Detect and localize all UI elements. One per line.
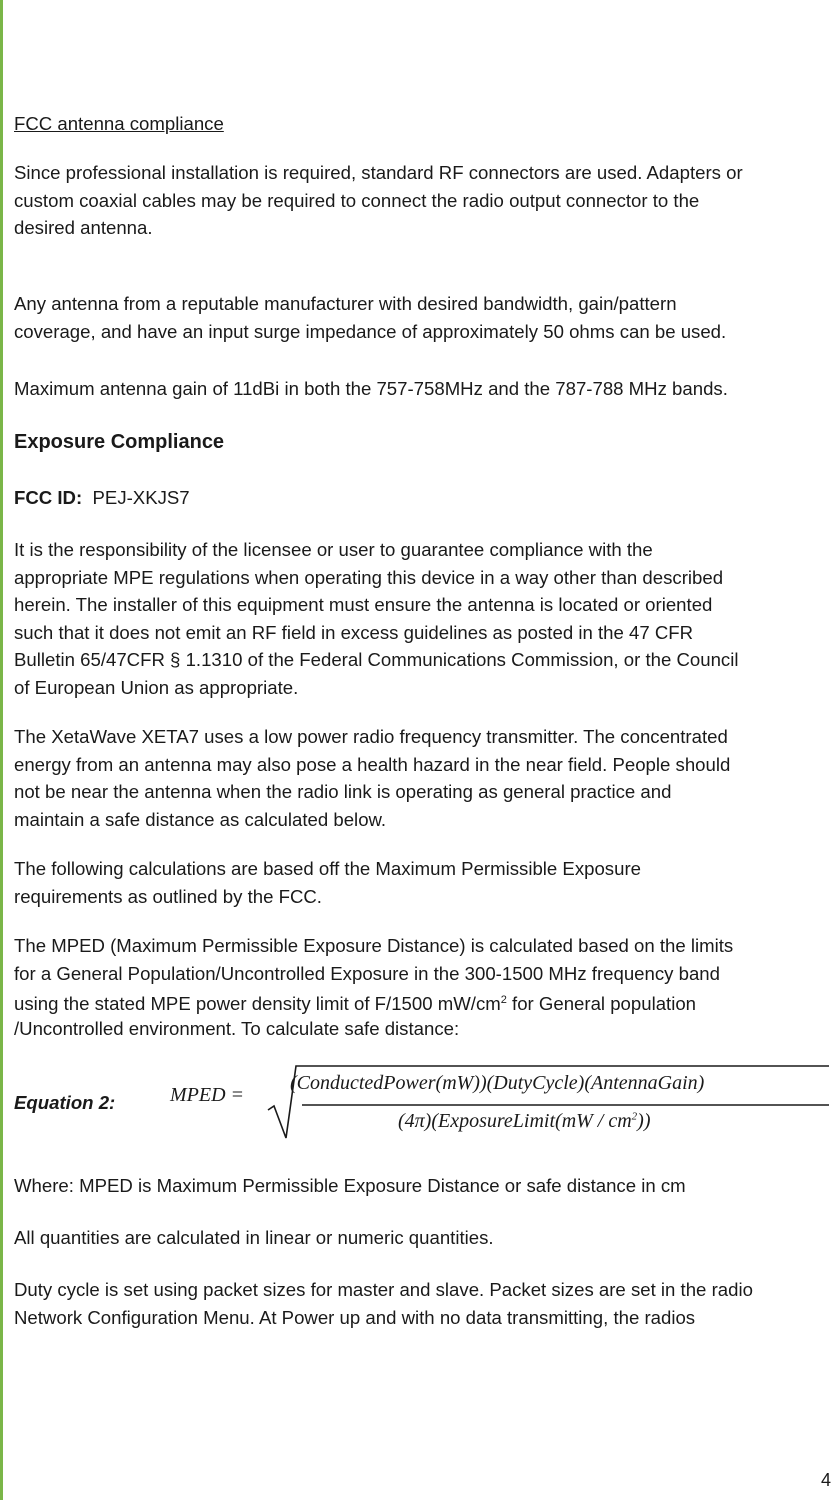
equation-lhs: MPED = [170,1084,245,1106]
where-line: Where: MPED is Maximum Permissible Exposure Distance or safe distance in cm [14,1175,686,1196]
section-title: FCC antenna compliance [14,113,224,134]
page-number: 4 [820,1470,831,1490]
equation-denominator [398,1110,651,1133]
equation-denominator-sup: 2 [631,1110,638,1123]
equation-numerator: (ConductedPower(mW))(DutyCycle)(AntennaGain) [290,1072,705,1094]
para4-line5: Bulletin 65/47CFR § 1.1310 of the Federal Communications Commission, or the Council [14,649,739,670]
para3: Maximum antenna gain of 11dBi in both the 757-758MHz and the 787-788 MHz bands. [14,378,728,399]
equation-label: Equation 2: [14,1092,116,1113]
para4-line2: appropriate MPE regulations when operating this device in a way other than described [14,566,724,588]
para7-line3 [14,987,839,1018]
para1-line1: Since professional installation is required, standard RF connectors are used. Adapters or [14,162,743,183]
para7-line4: /Uncontrolled environment. To calculate safe distance: [14,1017,460,1039]
para7-line1: The MPED (Maximum Permissible Exposure Distance) is calculated based on the limits [14,935,734,956]
para4-line6: of European Union as appropriate. [14,676,299,698]
fcc-id-line [14,484,839,512]
para5-line1: The XetaWave XETA7 uses a low power radio frequency transmitter. The concentrated [14,726,728,747]
para7-line3-tail: for General population [506,993,697,1015]
para1-line3: desired antenna. [14,217,153,238]
para7-line2: for a General Population/Uncontrolled Exposure in the 300-1500 MHz frequency band [14,962,720,984]
para5-line4: maintain a safe distance as calculated below. [14,808,387,830]
para2-line1: Any antenna from a reputable manufacturer with desired bandwidth, gain/pattern [14,293,677,314]
para7-line3-text: using the stated MPE power density limit of F/1500 mW/cm [14,993,501,1015]
para8-line1: Duty cycle is set using packet sizes for master and slave. Packet sizes are set in the radio [14,1279,753,1300]
para4-line1: It is the responsibility of the licensee or user to guarantee compliance with the [14,539,653,560]
para6-line1: The following calculations are based off the Maximum Permissible Exposure [14,858,641,879]
fcc-id-value: PEJ-XKJS7 [92,487,190,508]
para4-line4: such that it does not emit an RF field in excess guidelines as posted in the 47 CFR [14,621,694,643]
para1-line2: custom coaxial cables may be required to connect the radio output connector to the [14,189,700,211]
para4-line3: herein. The installer of this equipment must ensure the antenna is located or oriented [14,594,713,615]
exposure-heading: Exposure Compliance [14,431,225,453]
para7-superscript: 2 [500,994,507,1006]
para2-line2: coverage, and have an input surge impedance of approximately 50 ohms can be used. [14,320,727,342]
equation-denominator-text: (4π)(ExposureLimit(mW / cm [398,1110,632,1132]
para5-line3: not be near the antenna when the radio link is operating as general practice and [14,781,672,802]
para8-line2: Network Configuration Menu. At Power up and with no data transmitting, the radios [14,1306,696,1328]
page-margin-bar [0,0,3,1500]
fcc-id-label: FCC ID: [14,487,83,508]
para6-line2: requirements as outlined by the FCC. [14,885,322,907]
equation-denominator-close: )) [637,1110,651,1132]
para5-line2: energy from an antenna may also pose a health hazard in the near field. People should [14,753,731,775]
quantities-line: All quantities are calculated in linear or numeric quantities. [14,1227,494,1248]
